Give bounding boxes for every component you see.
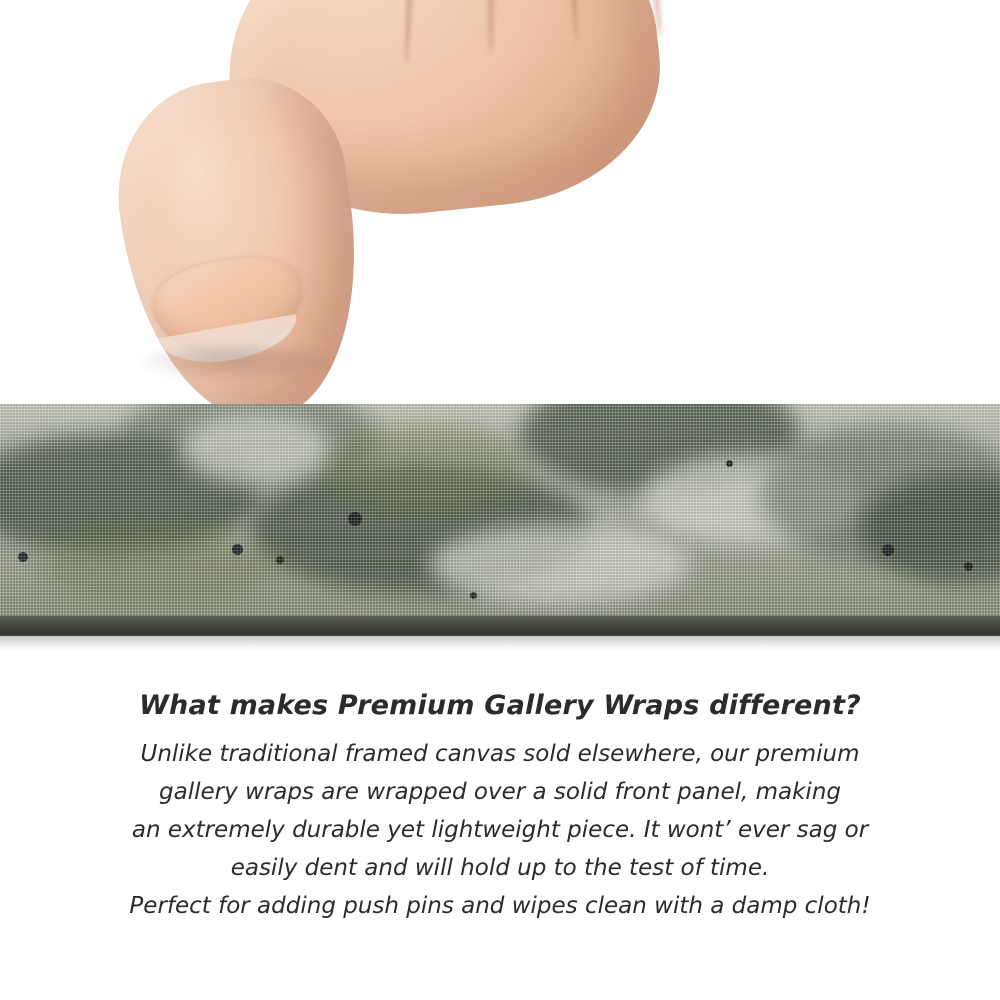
canvas-speck [470, 592, 477, 599]
canvas-texture-blotch [180, 414, 330, 484]
caption-block [0, 690, 1000, 925]
canvas-speck [276, 556, 284, 564]
knuckle-crease-icon [566, 0, 580, 42]
hand-illustration [108, 0, 668, 430]
canvas-wrap-edge [0, 404, 1000, 626]
canvas-texture-blotch [40, 534, 280, 604]
canvas-speck [232, 544, 243, 555]
canvas-speck [726, 460, 733, 467]
canvas-texture-blotch [330, 424, 530, 504]
canvas-edge-shadow-band [0, 616, 1000, 636]
caption-line: easily dent and will hold up to the test of time. [230, 855, 770, 881]
knuckle-crease-icon [488, 0, 494, 55]
caption-line: gallery wraps are wrapped over a solid front panel, making [159, 779, 841, 805]
caption-heading: What makes Premium Gallery Wraps different? [139, 690, 861, 721]
knuckle-crease-icon [403, 0, 417, 65]
knuckle-crease-icon [645, 0, 664, 37]
fingertip-contact-shadow [132, 346, 342, 382]
canvas-drop-shadow [0, 634, 1000, 650]
canvas-texture-blotch [430, 524, 690, 604]
caption-line: Perfect for adding push pins and wipes clean with a damp cloth! [129, 893, 871, 919]
caption-line: an extremely durable yet lightweight piece. It wont’ ever sag or [131, 817, 869, 843]
canvas-speck [882, 544, 894, 556]
canvas-speck [348, 512, 362, 526]
canvas-speck [18, 552, 28, 562]
caption-line: Unlike traditional framed canvas sold elsewhere, our premium [140, 741, 860, 767]
canvas-speck [964, 562, 973, 571]
